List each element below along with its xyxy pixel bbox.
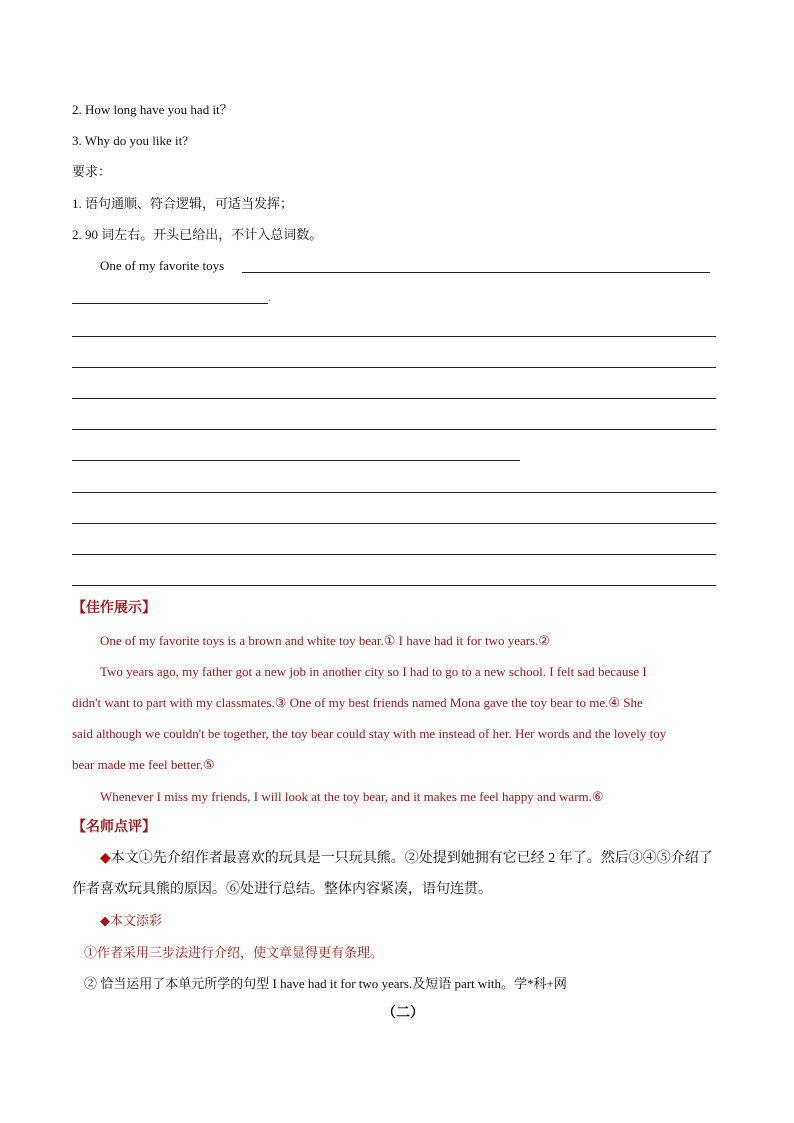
model-essay-heading: 【佳作展示】 <box>72 601 156 616</box>
review-summary-line <box>100 851 713 867</box>
answer-line <box>72 398 716 399</box>
diamond-icon: ◆ <box>100 851 111 866</box>
requirements-title: 要求： <box>72 164 112 179</box>
review-heading: 【名师点评】 <box>72 820 156 835</box>
review-summary-line: 作者喜欢玩具熊的原因。⑥处进行总结。整体内容紧凑，语句连贯。 <box>72 882 492 897</box>
question-2: 2. How long have you had it？ <box>72 102 233 117</box>
requirement-2: 2. 90 词左右。开头已给出，不计入总词数。 <box>72 227 323 242</box>
highlight-title: ◆本文添彩 <box>100 913 162 928</box>
review-summary-text: 本文①先介绍作者最喜欢的玩具是一只玩具熊。②处提到她拥有它已经 2 年了。然后③④⑤介绍了 <box>110 851 713 866</box>
answer-line <box>72 492 716 493</box>
answer-line <box>242 272 710 273</box>
answer-line <box>72 523 716 524</box>
model-essay-line: didn't want to part with my classmates.③ One of my best friends named Mona gave the toy bear to me.④ She <box>72 695 643 710</box>
answer-line <box>72 429 716 430</box>
writing-starter: One of my favorite toys <box>100 258 225 273</box>
question-3: 3. Why do you like it? <box>72 133 189 148</box>
model-essay-line: said although we couldn't be together, the toy bear could stay with me instead of her. Her words and the lovely toy <box>72 726 667 741</box>
model-essay-line: bear made me feel better.⑤ <box>72 757 215 772</box>
answer-line <box>72 303 268 304</box>
model-essay-line: Two years ago, my father got a new job in another city so I had to go to a new school. I felt sad because I <box>100 664 647 679</box>
highlight-point-2: ② 恰当运用了本单元所学的句型 I have had it for two years.及短语 part with。学*科+网 <box>84 976 567 991</box>
model-essay-line: One of my favorite toys is a brown and white toy bear.① I have had it for two years.② <box>100 633 551 648</box>
model-essay-line: Whenever I miss my friends, I will look at the toy bear, and it makes me feel happy and warm.⑥ <box>100 789 604 804</box>
requirement-1: 1. 语句通顺、符合逻辑，可适当发挥； <box>72 196 294 211</box>
answer-line <box>72 367 716 368</box>
answer-period: . <box>268 290 271 304</box>
answer-line <box>72 336 716 337</box>
answer-line <box>72 460 520 461</box>
answer-line <box>72 585 716 586</box>
answer-line <box>72 554 716 555</box>
highlight-point-1: ①作者采用三步法进行介绍，使文章显得更有条理。 <box>84 945 384 960</box>
section-marker: （二） <box>382 1006 424 1021</box>
